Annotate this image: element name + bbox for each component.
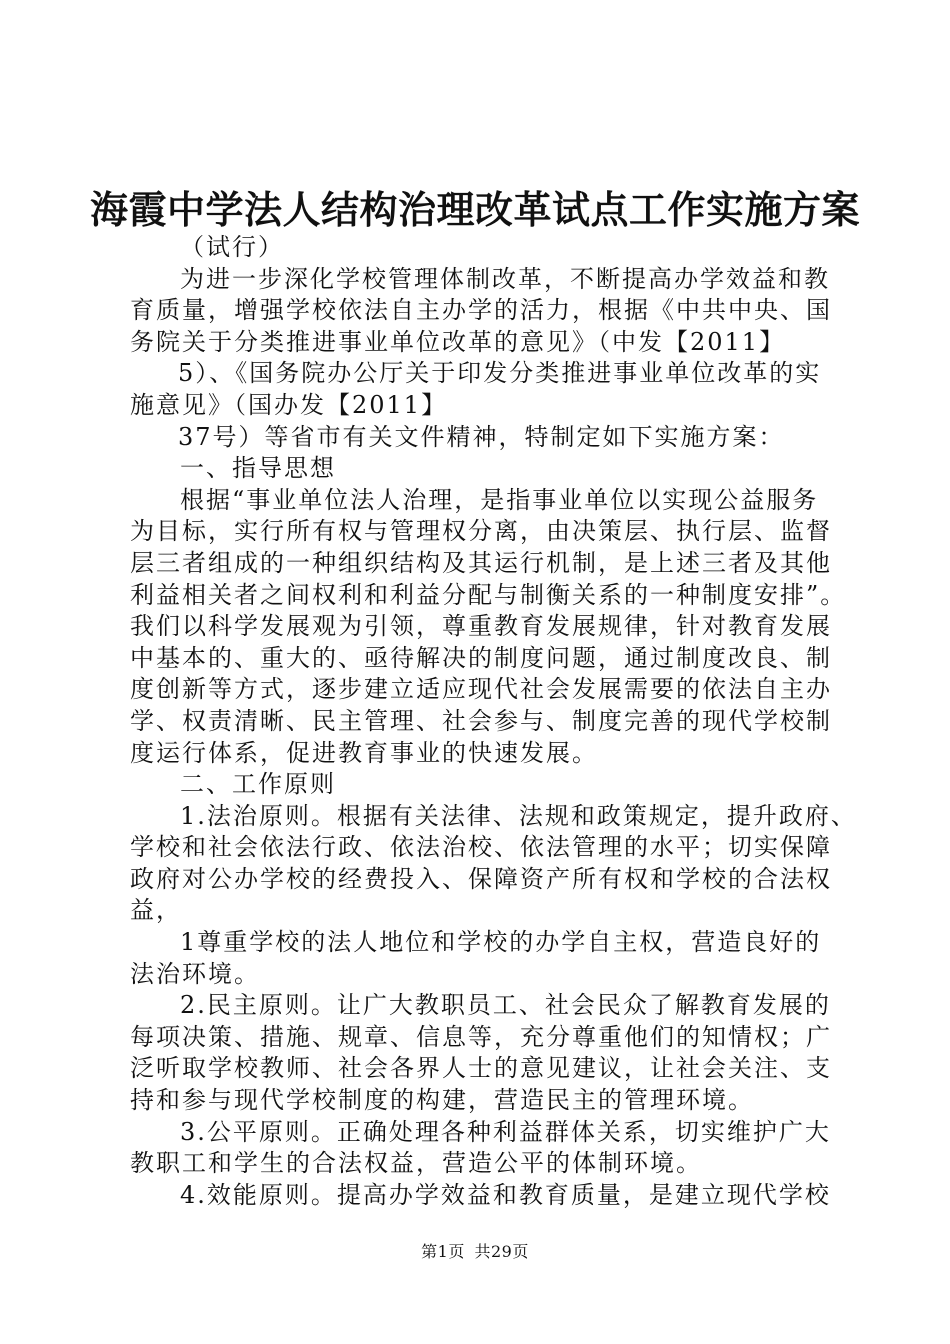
body-line: 施意见》（国办发【2011】	[130, 390, 448, 419]
body-line: 4.效能原则。提高办学效益和教育质量，是建立现代学校	[180, 1180, 831, 1209]
body-line: 3.公平原则。正确处理各种利益群体关系，切实维护广大	[180, 1117, 831, 1146]
body-line: 政府对公办学校的经费投入、保障资产所有权和学校的合法权	[130, 864, 832, 893]
body-line: 度创新等方式，逐步建立适应现代社会发展需要的依法自主办	[130, 675, 832, 704]
document-body	[130, 232, 857, 1211]
body-line: 务院关于分类推进事业单位改革的意见》（中发【2011】	[130, 327, 786, 356]
page-footer	[0, 1240, 950, 1264]
body-line: 37号）等省市有关文件精神，特制定如下实施方案：	[178, 422, 785, 451]
body-line: 中基本的、重大的、亟待解决的制度问题，通过制度改良、制	[130, 643, 832, 672]
body-line: 5）、《国务院办公厅关于印发分类推进事业单位改革的实	[178, 359, 822, 388]
body-line: 为进一步深化学校管理体制改革，不断提高办学效益和教	[180, 264, 830, 293]
body-line: 教职工和学生的合法权益，营造公平的体制环境。	[130, 1149, 702, 1178]
body-line: 根据“事业单位法人治理，是指事业单位以实现公益服务	[180, 485, 819, 514]
body-line: 学、权责清晰、民主管理、社会参与、制度完善的现代学校制	[130, 706, 832, 735]
body-line: 度运行体系，促进教育事业的快速发展。	[130, 738, 598, 767]
section-heading: 二、工作原则	[180, 770, 336, 799]
page-number: 第1页	[421, 1242, 465, 1261]
body-line: （试行）	[180, 233, 284, 261]
body-line: 2.民主原则。让广大教职员工、社会民众了解教育发展的	[180, 991, 831, 1020]
body-line: 每项决策、措施、规章、信息等，充分尊重他们的知情权；广	[130, 1022, 832, 1051]
body-line: 持和参与现代学校制度的构建，营造民主的管理环境。	[130, 1086, 754, 1115]
body-line: 1尊重学校的法人地位和学校的办学自主权，营造良好的	[180, 928, 822, 957]
body-line: 益，	[130, 896, 182, 925]
body-line: 学校和社会依法行政、依法治校、依法管理的水平；切实保障	[130, 833, 832, 862]
body-line: 为目标，实行所有权与管理权分离，由决策层、执行层、监督	[130, 517, 832, 546]
body-line: 1.法治原则。根据有关法律、法规和政策规定，提升政府、	[180, 801, 857, 830]
body-line: 泛听取学校教师、社会各界人士的意见建议，让社会关注、支	[130, 1054, 832, 1083]
body-line: 育质量，增强学校依法自主办学的活力，根据《中共中央、国	[130, 296, 832, 325]
body-line: 层三者组成的一种组织结构及其运行机制，是上述三者及其他	[130, 548, 832, 577]
section-heading: 一、指导思想	[180, 454, 336, 483]
body-line: 我们以科学发展观为引领，尊重教育发展规律，针对教育发展	[130, 612, 832, 641]
document-title: 海霞中学法人结构治理改革试点工作实施方案	[89, 187, 860, 232]
body-line: 利益相关者之间权利和利益分配与制衡关系的一种制度安排”。	[130, 580, 847, 609]
page-total: 共29页	[474, 1242, 529, 1261]
body-line: 法治环境。	[130, 959, 260, 988]
